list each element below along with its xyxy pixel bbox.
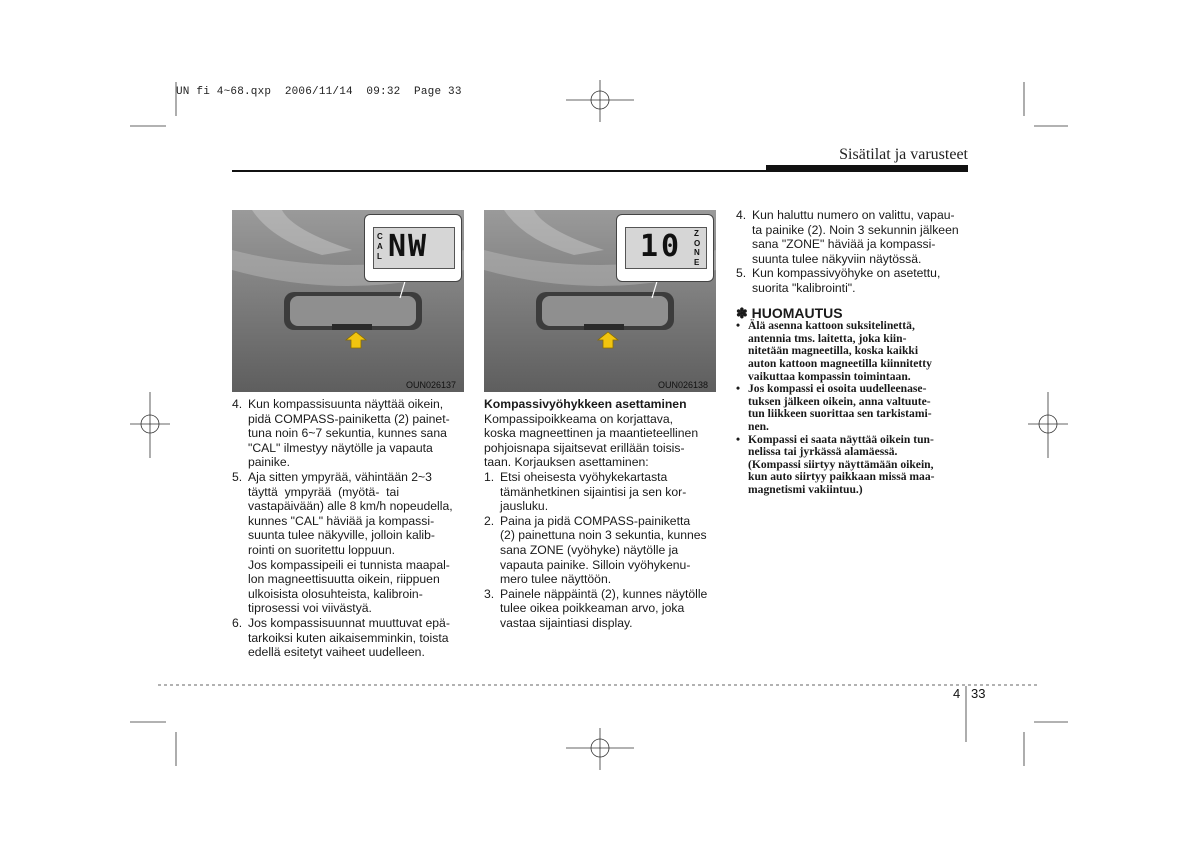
bullet: • — [736, 382, 741, 396]
chapter-number: 4 — [953, 686, 961, 701]
text-line: suunta tulee näkyville, jolloin kalib- — [248, 528, 435, 543]
column-1 — [232, 397, 468, 660]
text-line: tuna noin 6~7 sekuntia, kunnes sana — [248, 426, 447, 441]
lcd-screen — [625, 227, 707, 269]
item-number: 5. — [232, 469, 243, 484]
text-line: vapauta painike. Silloin vyöhykenu- — [500, 557, 691, 572]
item-number: 5. — [736, 266, 747, 281]
text-line: (2) painettuna noin 3 sekuntia, kunnes — [500, 528, 707, 543]
text-line: nitetään magneetilla, koska kaikki — [748, 344, 919, 358]
text-line: Kun kompassivyöhyke on asetettu, — [752, 266, 941, 281]
list-item — [484, 470, 720, 514]
section-heading: Kompassivyöhykkeen asettaminen — [484, 397, 687, 411]
text-line: mero tulee näyttöön. — [500, 572, 612, 587]
header-rule-thin — [232, 170, 968, 172]
item-number: 2. — [484, 513, 495, 528]
text-line: Älä asenna kattoon suksitelinettä, — [748, 319, 915, 333]
section-title: Sisätilat ja varusteet — [839, 146, 968, 163]
lcd-value: NW — [388, 229, 429, 264]
bullet: • — [736, 319, 741, 333]
text-line: sana "ZONE" häviää ja kompassi- — [752, 237, 936, 252]
lcd-value: 10 — [640, 229, 683, 264]
note-item — [736, 383, 970, 433]
list-item — [232, 470, 468, 558]
text-line: vastaa sijaintiasi display. — [500, 615, 633, 630]
text-line: Kompassi ei saata näyttää oikein tun- — [748, 432, 934, 446]
figure-compass-zone — [484, 210, 716, 392]
text-line: tuksen jälkeen oikein, anna valtuute- — [748, 394, 931, 408]
text-line: lon magneettisuutta oikein, riippuen — [248, 572, 440, 587]
note-item — [736, 320, 970, 383]
text-line: "CAL" ilmestyy näytölle ja vapauta — [248, 440, 433, 455]
bullet: • — [736, 432, 741, 446]
figure-compass-cal — [232, 210, 464, 392]
item-number: 6. — [232, 615, 243, 630]
text-line: Aja sitten ympyrää, vähintään 2~3 — [248, 469, 432, 484]
text-line: sana ZONE (vyöhyke) näytölle ja — [500, 542, 679, 557]
text-line: taan. Korjauksen asettaminen: — [484, 455, 649, 470]
list-item — [484, 514, 720, 587]
header-rule-thick — [766, 165, 968, 170]
item-number: 1. — [484, 469, 495, 484]
page-number: 33 — [971, 686, 986, 701]
lcd-screen — [373, 227, 455, 269]
text-line: tun liikkeen suorittaa sen tarkistami- — [748, 407, 932, 421]
text-line: tarkoiksi kuten aikaisemminkin, toista — [248, 630, 449, 645]
item-number: 3. — [484, 586, 495, 601]
list-item — [232, 558, 468, 616]
text-line: kun auto siirtyy paikkaan missä maa- — [748, 470, 935, 484]
text-line: suunta tulee näkyviin näytössä. — [752, 251, 922, 266]
note-item — [736, 434, 970, 497]
list-item — [736, 208, 970, 266]
text-line: pidä COMPASS-painiketta (2) painet- — [248, 411, 450, 426]
lcd-display-callout — [364, 214, 462, 282]
text-line: tämänhetkinen sijaintisi ja sen kor- — [500, 484, 687, 499]
text-line: Jos kompassisuunnat muuttuvat epä- — [248, 615, 450, 630]
text-line: tulee oikea poikkeaman arvo, joka — [500, 601, 685, 616]
text-line: kunnes "CAL" häviää ja kompassi- — [248, 513, 435, 528]
text-line: Kompassipoikkeama on korjattava, — [484, 411, 674, 426]
text-line: tiprosessi voi viivästyä. — [248, 601, 372, 616]
list-item — [232, 397, 468, 470]
text-line: nen. — [748, 419, 769, 433]
item-number: 4. — [232, 397, 243, 411]
text-line: Kun kompassisuunta näyttää oikein, — [248, 397, 444, 411]
figure-code: OUN026138 — [658, 380, 709, 390]
text-line: pohjoisnapa sijaitsevat erillään toisis- — [484, 440, 685, 455]
print-slug: UN fi 4~68.qxp 2006/11/14 09:32 Page 33 — [176, 86, 462, 98]
text-line: Kun haluttu numero on valittu, vapau- — [752, 208, 955, 222]
text-line: rointi on suoritettu loppuun. — [248, 542, 396, 557]
figure-code: OUN026137 — [406, 380, 457, 390]
text-line: ulkoisista olosuhteista, kalibroin- — [248, 586, 423, 601]
text-line: auton kattoon magneetilla kiinnitetty — [748, 356, 932, 370]
text-line: jausluku. — [500, 499, 549, 514]
lcd-label: CAL — [377, 232, 383, 261]
text-line: antennia tms. laitetta, joka kiin- — [748, 331, 907, 345]
text-line: Etsi oheisesta vyöhykekartasta — [500, 469, 668, 484]
lcd-display-callout — [616, 214, 714, 282]
text-line: Painele näppäintä (2), kunnes näytölle — [500, 586, 708, 601]
text-line: edellä esitetyt vaiheet uudelleen. — [248, 645, 425, 660]
text-line: Paina ja pidä COMPASS-painiketta — [500, 513, 691, 528]
text-line: koska magneettinen ja maantieteellinen — [484, 426, 699, 441]
text-line: suorita "kalibrointi". — [752, 280, 856, 295]
text-line: vaikuttaa kompassin toimintaan. — [748, 369, 911, 383]
column-2 — [484, 397, 720, 631]
text-line: ta painike (2). Noin 3 sekunnin jälkeen — [752, 222, 959, 237]
text-line: vastapäivään) alle 8 km/h nopeudella, — [248, 499, 453, 514]
text-line: täyttä ympyrää (myötä- tai — [248, 484, 400, 499]
note-body — [736, 320, 970, 496]
list-item — [484, 587, 720, 631]
text-line: painike. — [248, 455, 291, 470]
text-line: magnetismi vakiintuu.) — [748, 482, 863, 496]
text-line: (Kompassi siirtyy näyttämään oikein, — [748, 457, 934, 471]
list-item — [232, 616, 468, 660]
text-line: Jos kompassipeili ei tunnista maapal- — [248, 557, 450, 572]
list-item — [736, 266, 970, 295]
note-title: ✽ HUOMAUTUS — [736, 304, 843, 321]
item-number: 4. — [736, 208, 747, 222]
text-line: Jos kompassi ei osoita uudelleenase- — [748, 382, 927, 396]
lcd-label: ZONE — [694, 229, 701, 267]
column-3 — [736, 208, 970, 496]
text-line: nelissa tai jyrkässä alamäessä. — [748, 445, 898, 459]
